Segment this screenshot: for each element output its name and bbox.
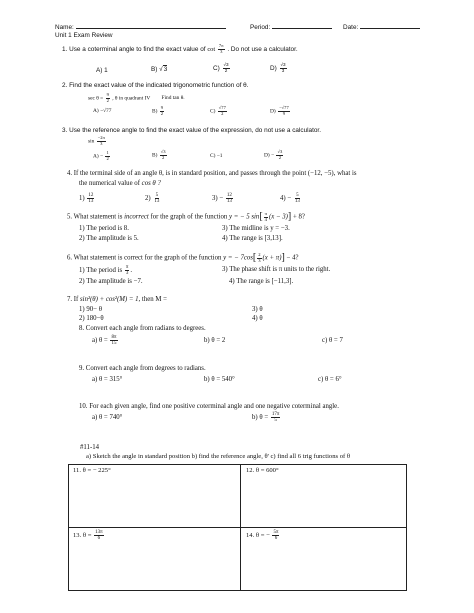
- q8-part-b: b) θ = 2: [204, 337, 226, 344]
- q1-frac-num: 7π: [218, 43, 224, 48]
- q3-sin: sin: [88, 138, 95, 145]
- grid-center-border: [240, 464, 241, 591]
- q6-bracket-close: ]: [281, 252, 285, 263]
- q2-d-frac: [278, 106, 290, 116]
- q1-prompt: [62, 44, 298, 54]
- q2-b-label: B): [152, 108, 158, 115]
- q1-b-label: B): [151, 66, 158, 73]
- q1-option-a: A) 1: [96, 67, 108, 74]
- q6-func-b: (x + π): [262, 254, 282, 262]
- q6-func-a: y = − 7cos: [223, 254, 253, 262]
- q5-func-b: (x − 3): [268, 213, 288, 221]
- box-13-den: 6: [97, 536, 101, 541]
- period-field: [250, 22, 332, 32]
- q2-quadrant: , θ in quadrant IV: [112, 95, 151, 102]
- q2-option-c: [210, 106, 228, 116]
- name-label: Name:: [55, 24, 74, 31]
- q10-part-b: [252, 412, 281, 423]
- q2-option-a: [93, 108, 111, 114]
- q5-func-frac: [264, 212, 268, 222]
- q2-d-label: D): [270, 108, 276, 115]
- q3-a-label: A) −: [93, 153, 104, 160]
- q10-b-den: 5: [274, 418, 277, 423]
- q2-option-b: [152, 106, 165, 116]
- q1-c-frac: [223, 63, 230, 73]
- q7-prompt-a: 7. If: [67, 296, 79, 303]
- q4-1-frac: [87, 193, 94, 204]
- q5-func-c: + 8?: [292, 213, 305, 221]
- grid-bottom-border: [68, 590, 407, 591]
- q9-part-a: a) θ = 315°: [92, 376, 123, 383]
- q11-14-heading: #11-14: [80, 444, 100, 451]
- q2-c-frac: [218, 106, 227, 116]
- q3-option-d: [264, 150, 284, 160]
- box-14-pre: 14. θ = −: [246, 532, 270, 540]
- q5-func-den: 4: [264, 216, 267, 222]
- q10-b-num: 17π: [271, 412, 280, 417]
- period-blank: [272, 22, 332, 29]
- box-14-num: 5π: [273, 530, 279, 535]
- q6-o1-frac: [125, 265, 133, 276]
- q5-prompt-a: 5. What statement is: [67, 213, 123, 221]
- q3-expression: [88, 136, 107, 146]
- q3-option-c: C) −1: [210, 153, 223, 159]
- q6-o1-num: π: [125, 265, 129, 270]
- q5-option-3: 3) The midline is y = −3.: [222, 225, 290, 232]
- q8-prompt: 8. Convert each angle from radians to degrees.: [79, 325, 206, 332]
- q11-14-instructions: a) Sketch the angle in standard position b) find the reference angle, θ' c) find all 6 trig functions of θ: [86, 453, 351, 460]
- grid-left-border: [68, 464, 69, 591]
- q1-option-c: [213, 63, 231, 73]
- box-13-frac: [94, 530, 104, 541]
- q1-fraction: [218, 44, 225, 54]
- q2-d-num: −√77: [279, 105, 289, 110]
- q3-d-den: 2: [278, 154, 281, 160]
- box-14-den: 6: [274, 536, 278, 541]
- q8-a-label: a) θ =: [92, 337, 108, 345]
- q4-option-2: [145, 193, 161, 204]
- q9-part-c: c) θ = 6°: [318, 376, 342, 383]
- q2-c-label: C): [210, 108, 216, 115]
- q4-4-num: 5: [296, 193, 299, 198]
- q5-bracket-open: [: [259, 211, 263, 222]
- q1-c-label: C): [213, 64, 220, 72]
- q5-prompt: [67, 211, 305, 223]
- q6-option-1: [79, 265, 132, 276]
- q1-prompt-text: 1. Use a coterminal angle to find the exact value of: [62, 45, 206, 53]
- q3-d-label: D) −: [264, 152, 275, 159]
- q5-option-1: 1) The period is 8.: [79, 225, 129, 232]
- box-14-label: [246, 530, 280, 541]
- q1-d-den: 3: [281, 67, 285, 73]
- q7-prompt-b: , then M =: [138, 296, 167, 303]
- q4-option-1: [79, 193, 95, 204]
- q3-option-b: [152, 150, 168, 160]
- q7-option-4: 4) θ: [252, 315, 263, 322]
- q4-4-den: 13: [294, 199, 300, 204]
- q10-b-frac: [271, 412, 281, 423]
- date-field: [343, 22, 420, 32]
- box-14-frac: [272, 530, 279, 541]
- q1-frac-den: 3: [220, 48, 223, 54]
- q1-d-label: D): [270, 64, 277, 72]
- q8-a-frac: [110, 335, 117, 346]
- q1-c-den: 2: [224, 67, 228, 73]
- q1-d-num: √3: [280, 62, 286, 67]
- grid-top-border: [68, 464, 407, 465]
- q4-2-num: 5: [155, 193, 159, 198]
- q10-part-a: a) θ = 740°: [92, 414, 123, 421]
- q3-b-label: B): [152, 152, 158, 159]
- q2-given-frac: [106, 93, 110, 103]
- date-blank: [360, 22, 420, 29]
- q7-option-3: 3) θ: [252, 306, 263, 313]
- name-field: [55, 22, 226, 32]
- grid-middle-border: [68, 527, 407, 528]
- q4-option-4: [280, 193, 302, 204]
- q2-b-frac: [160, 106, 164, 116]
- q5-option-2: 2) The amplitude is 5.: [79, 235, 139, 242]
- q4-3-num: 12: [226, 193, 232, 198]
- box-13-pre: 13. θ =: [73, 532, 92, 540]
- q6-func-frac: [257, 253, 261, 263]
- q3-prompt: 3. Use the reference angle to find the exact value of the expression, do not use a calculator.: [62, 127, 321, 134]
- q4-3-label: 3) −: [212, 195, 224, 203]
- q7-option-1: 1) 90− θ: [79, 306, 102, 313]
- q3-d-frac: [276, 150, 283, 160]
- q2-find: Find tan θ.: [161, 95, 185, 102]
- q6-bracket-open: [: [252, 252, 257, 263]
- q6-func-den: 3: [258, 257, 261, 263]
- q8-a-num: 8π: [111, 335, 117, 340]
- q3-b-num: √3: [160, 149, 166, 154]
- q3-a-den: 2: [106, 155, 109, 161]
- q4-2-frac: [153, 193, 160, 204]
- q9-part-b: b) θ = 540°: [204, 376, 235, 383]
- q6-func-num: 2: [258, 251, 261, 257]
- q4-4-label: 4) −: [280, 195, 292, 203]
- q3-a-frac: [105, 151, 109, 161]
- q1-option-b: B) √3: [151, 66, 168, 73]
- q3-b-den: 2: [162, 154, 165, 160]
- q3-d-num: √3: [277, 149, 283, 154]
- q2-b-num: 9: [160, 105, 164, 110]
- q4-1-label: 1): [79, 195, 85, 203]
- q4-line2-text: the numerical value of: [79, 180, 140, 187]
- q2-given-num: 9: [106, 92, 109, 97]
- box-13-label: [73, 530, 105, 541]
- period-label: Period:: [250, 24, 271, 31]
- box-12-label: 12. θ = 600°: [246, 467, 279, 474]
- q6-o1-text: 1) The period is: [79, 267, 123, 275]
- q4-cos-theta: cos θ ?: [141, 180, 161, 187]
- q3-expr-num: −2π: [97, 135, 105, 140]
- subtitle: Unit 1 Exam Review: [55, 32, 113, 39]
- q7-option-2: 2) 180−θ: [79, 315, 104, 322]
- q8-part-a: [92, 335, 119, 346]
- q4-2-den: 13: [154, 199, 160, 204]
- q1-option-d: [270, 63, 288, 73]
- q4-4-frac: [294, 193, 301, 204]
- q3-expr-den: 3: [100, 140, 103, 146]
- q6-prompt: [67, 252, 298, 264]
- q1-b-value: 3: [163, 66, 168, 73]
- q3-option-a: [93, 151, 111, 161]
- q4-3-den: 13: [226, 199, 232, 204]
- q3-a-num: 1: [106, 150, 109, 155]
- q2-d-den: 9: [282, 110, 286, 116]
- q5-prompt-b: for the graph of the function: [150, 213, 228, 221]
- q2-c-den: 2: [221, 110, 224, 116]
- name-blank: [76, 22, 226, 29]
- q4-line1: 4. If the terminal side of an angle θ, is in standard position, and passes through the point (−12, −5), what is: [67, 170, 357, 177]
- grid-right-border: [406, 464, 407, 591]
- q2-given-pre: sec θ =: [88, 95, 104, 102]
- q1-d-frac: [280, 63, 287, 73]
- q6-o1-period: .: [130, 267, 133, 275]
- q6-option-2: 2) The amplitude is −7.: [79, 278, 143, 285]
- q10-prompt: 10. For each given angle, find one positive coterminal angle and one negative coterminal angle.: [79, 403, 339, 410]
- q4-1-num: 12: [88, 193, 94, 198]
- q5-bracket-close: ]: [287, 211, 292, 222]
- q6-func-c: − 4?: [286, 254, 299, 262]
- date-label: Date:: [343, 24, 359, 31]
- q6-option-3: 3) The phase shift is π units to the right.: [222, 266, 331, 273]
- q7-identity: sin²(θ) + cos²(M) = 1: [80, 296, 139, 303]
- q2-a-label: A): [93, 108, 99, 114]
- q6-prompt-text: 6. What statement is correct for the graph of the function: [67, 254, 222, 262]
- q6-option-4: 4) The range is [−11,3].: [229, 278, 294, 285]
- q2-prompt: 2. Find the exact value of the indicated trigonometric function of θ.: [62, 82, 249, 89]
- q2-given-den: 2: [106, 97, 109, 103]
- q1-cot: cot: [207, 45, 216, 53]
- q2-a-value: −√77: [100, 108, 112, 114]
- box-13-num: 13π: [95, 530, 103, 535]
- q3-b-frac: [160, 150, 167, 160]
- q4-option-3: [212, 193, 234, 204]
- q7-prompt: [67, 296, 167, 304]
- q2-b-den: 2: [160, 110, 164, 116]
- q2-given: [88, 93, 185, 103]
- q1-prompt-end: . Do not use a calculator.: [227, 45, 298, 53]
- q2-option-d: [270, 106, 291, 116]
- q4-1-den: 13: [88, 199, 94, 204]
- q8-part-c: c) θ = 7: [322, 337, 343, 344]
- q8-a-den: 15: [111, 341, 117, 346]
- q5-incorrect: incorrect: [124, 213, 149, 221]
- q2-c-num: √77: [218, 105, 226, 110]
- q4-line2: [79, 180, 161, 188]
- q10-b-label: b) θ =: [252, 414, 269, 422]
- q5-option-4: 4) The range is [3,13].: [222, 235, 283, 242]
- q4-3-frac: [226, 193, 233, 204]
- q1-c-num: √3: [223, 62, 229, 67]
- q5-func-num: π: [264, 210, 267, 216]
- q9-prompt: 9. Convert each angle from degrees to radians.: [79, 365, 206, 372]
- q6-o1-den: 3: [125, 271, 129, 276]
- q4-2-label: 2): [145, 195, 151, 203]
- q3-expr-frac: [97, 136, 106, 146]
- box-11-label: 11. θ = − 225°: [73, 467, 111, 474]
- q5-func-a: y = − 5 sin: [228, 213, 260, 221]
